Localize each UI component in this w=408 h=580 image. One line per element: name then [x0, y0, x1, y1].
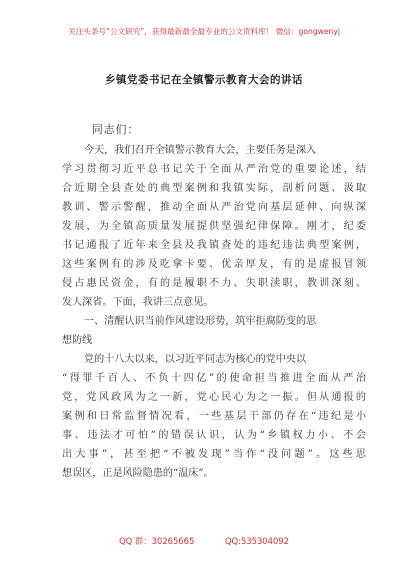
body-line: 事、违法才可怕”的错误认识，认为“乡镇权力小、不会 — [62, 430, 366, 441]
body-line: 发人深省。下面，我讲三点意见。 — [62, 297, 214, 308]
body-line: 党的十八大以来，以习近平同志为核心的党中央以 — [84, 354, 307, 365]
body-line: 教训、警示警醒，推动全面从严治党向基层延伸、向纵深 — [62, 202, 366, 213]
body-line: 这些案例有的涉及吃拿卡要、优亲厚友，有的是虚报冒领 — [62, 259, 366, 270]
section-heading-line: 一、清醒认识当前作风建设形势，筑牢拒腐防变的思 — [84, 316, 317, 327]
body-line: 书记通报了近年来全县及我镇查处的违纪违法典型案例， — [62, 240, 366, 251]
body-line: 出大事”，甚至把“不被发现”当作“没问题”。这些思 — [62, 449, 366, 460]
footer-contact — [0, 535, 408, 547]
greeting: 同志们： — [92, 123, 140, 136]
body-line: 党，党风政风为之一新，党心民心为之一振。但从通报的 — [62, 392, 366, 403]
body-line: 案例和日常监督情况看，一些基层干部仍存在“违纪是小 — [62, 411, 366, 422]
body-line: 想误区，正是风险隐患的“温床”。 — [62, 468, 214, 479]
body-line: “得罪千百人、不负十四亿”的使命担当推进全面从严治 — [62, 373, 366, 384]
footer-qq-group: QQ 群：30265665 — [119, 536, 195, 546]
section-heading-line: 想防线 — [62, 335, 93, 346]
body-line: 发展，为全镇高质量发展提供坚强纪律保障。刚才，纪委 — [62, 221, 366, 232]
document-title: 乡镇党委书记在全镇警示教育大会的讲话 — [105, 74, 303, 86]
body-line: 合近期全县查处的典型案例和我镇实际，剖析问题、汲取 — [62, 183, 366, 194]
body-line: 学习贯彻习近平总书记关于全面从严治党的重要论述，结 — [62, 164, 366, 175]
document-body — [62, 141, 366, 483]
header-promo-note: 关注头条号“公文研究”，获得最新最全最专业的公文资料库！ 微信：gongwenyj — [68, 27, 340, 36]
body-line: 今天，我们召开全镇警示教育大会，主要任务是深入 — [84, 145, 317, 156]
footer-qq: QQ:535304092 — [224, 536, 289, 546]
body-line: 侵占惠民资金，有的是履职不力、失职渎职，教训深刻、 — [62, 278, 366, 289]
